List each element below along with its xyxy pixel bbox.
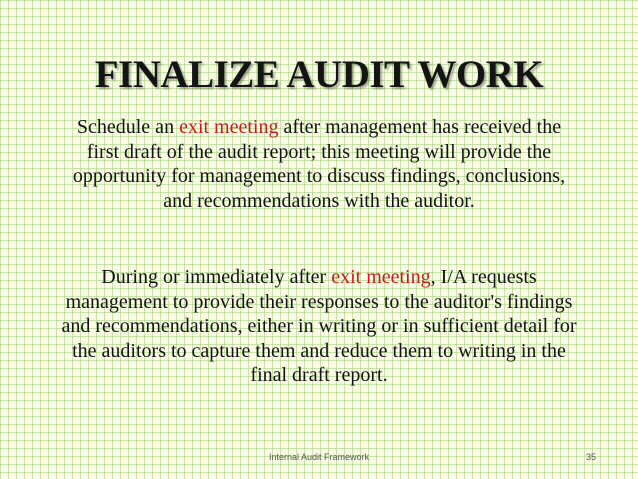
page-number: 35 (586, 452, 597, 462)
paragraph-text: , I/A requests management to provide their responses to the auditor's findings and recommendations, either in writing or in sufficient detail for the auditors to capture them and reduce them to writing in the final draft report. (61, 266, 577, 386)
highlighted-term: exit meeting (179, 116, 279, 138)
footer-text: Internal Audit Framework (268, 452, 370, 462)
paragraph-exit-meeting-schedule (60, 115, 578, 213)
paragraph-text: During or immediately after (101, 266, 332, 288)
paragraph-management-responses (60, 265, 578, 388)
paragraph-text: after management has received the first draft of the audit report; this meeting will provide the opportunity for management to discuss findings, conclusions, and recommendations with the auditor. (72, 116, 566, 212)
paragraph-text: Schedule an (76, 116, 180, 138)
slide-title: FINALIZE AUDIT WORK (94, 53, 544, 96)
highlighted-term: exit meeting (331, 266, 431, 288)
